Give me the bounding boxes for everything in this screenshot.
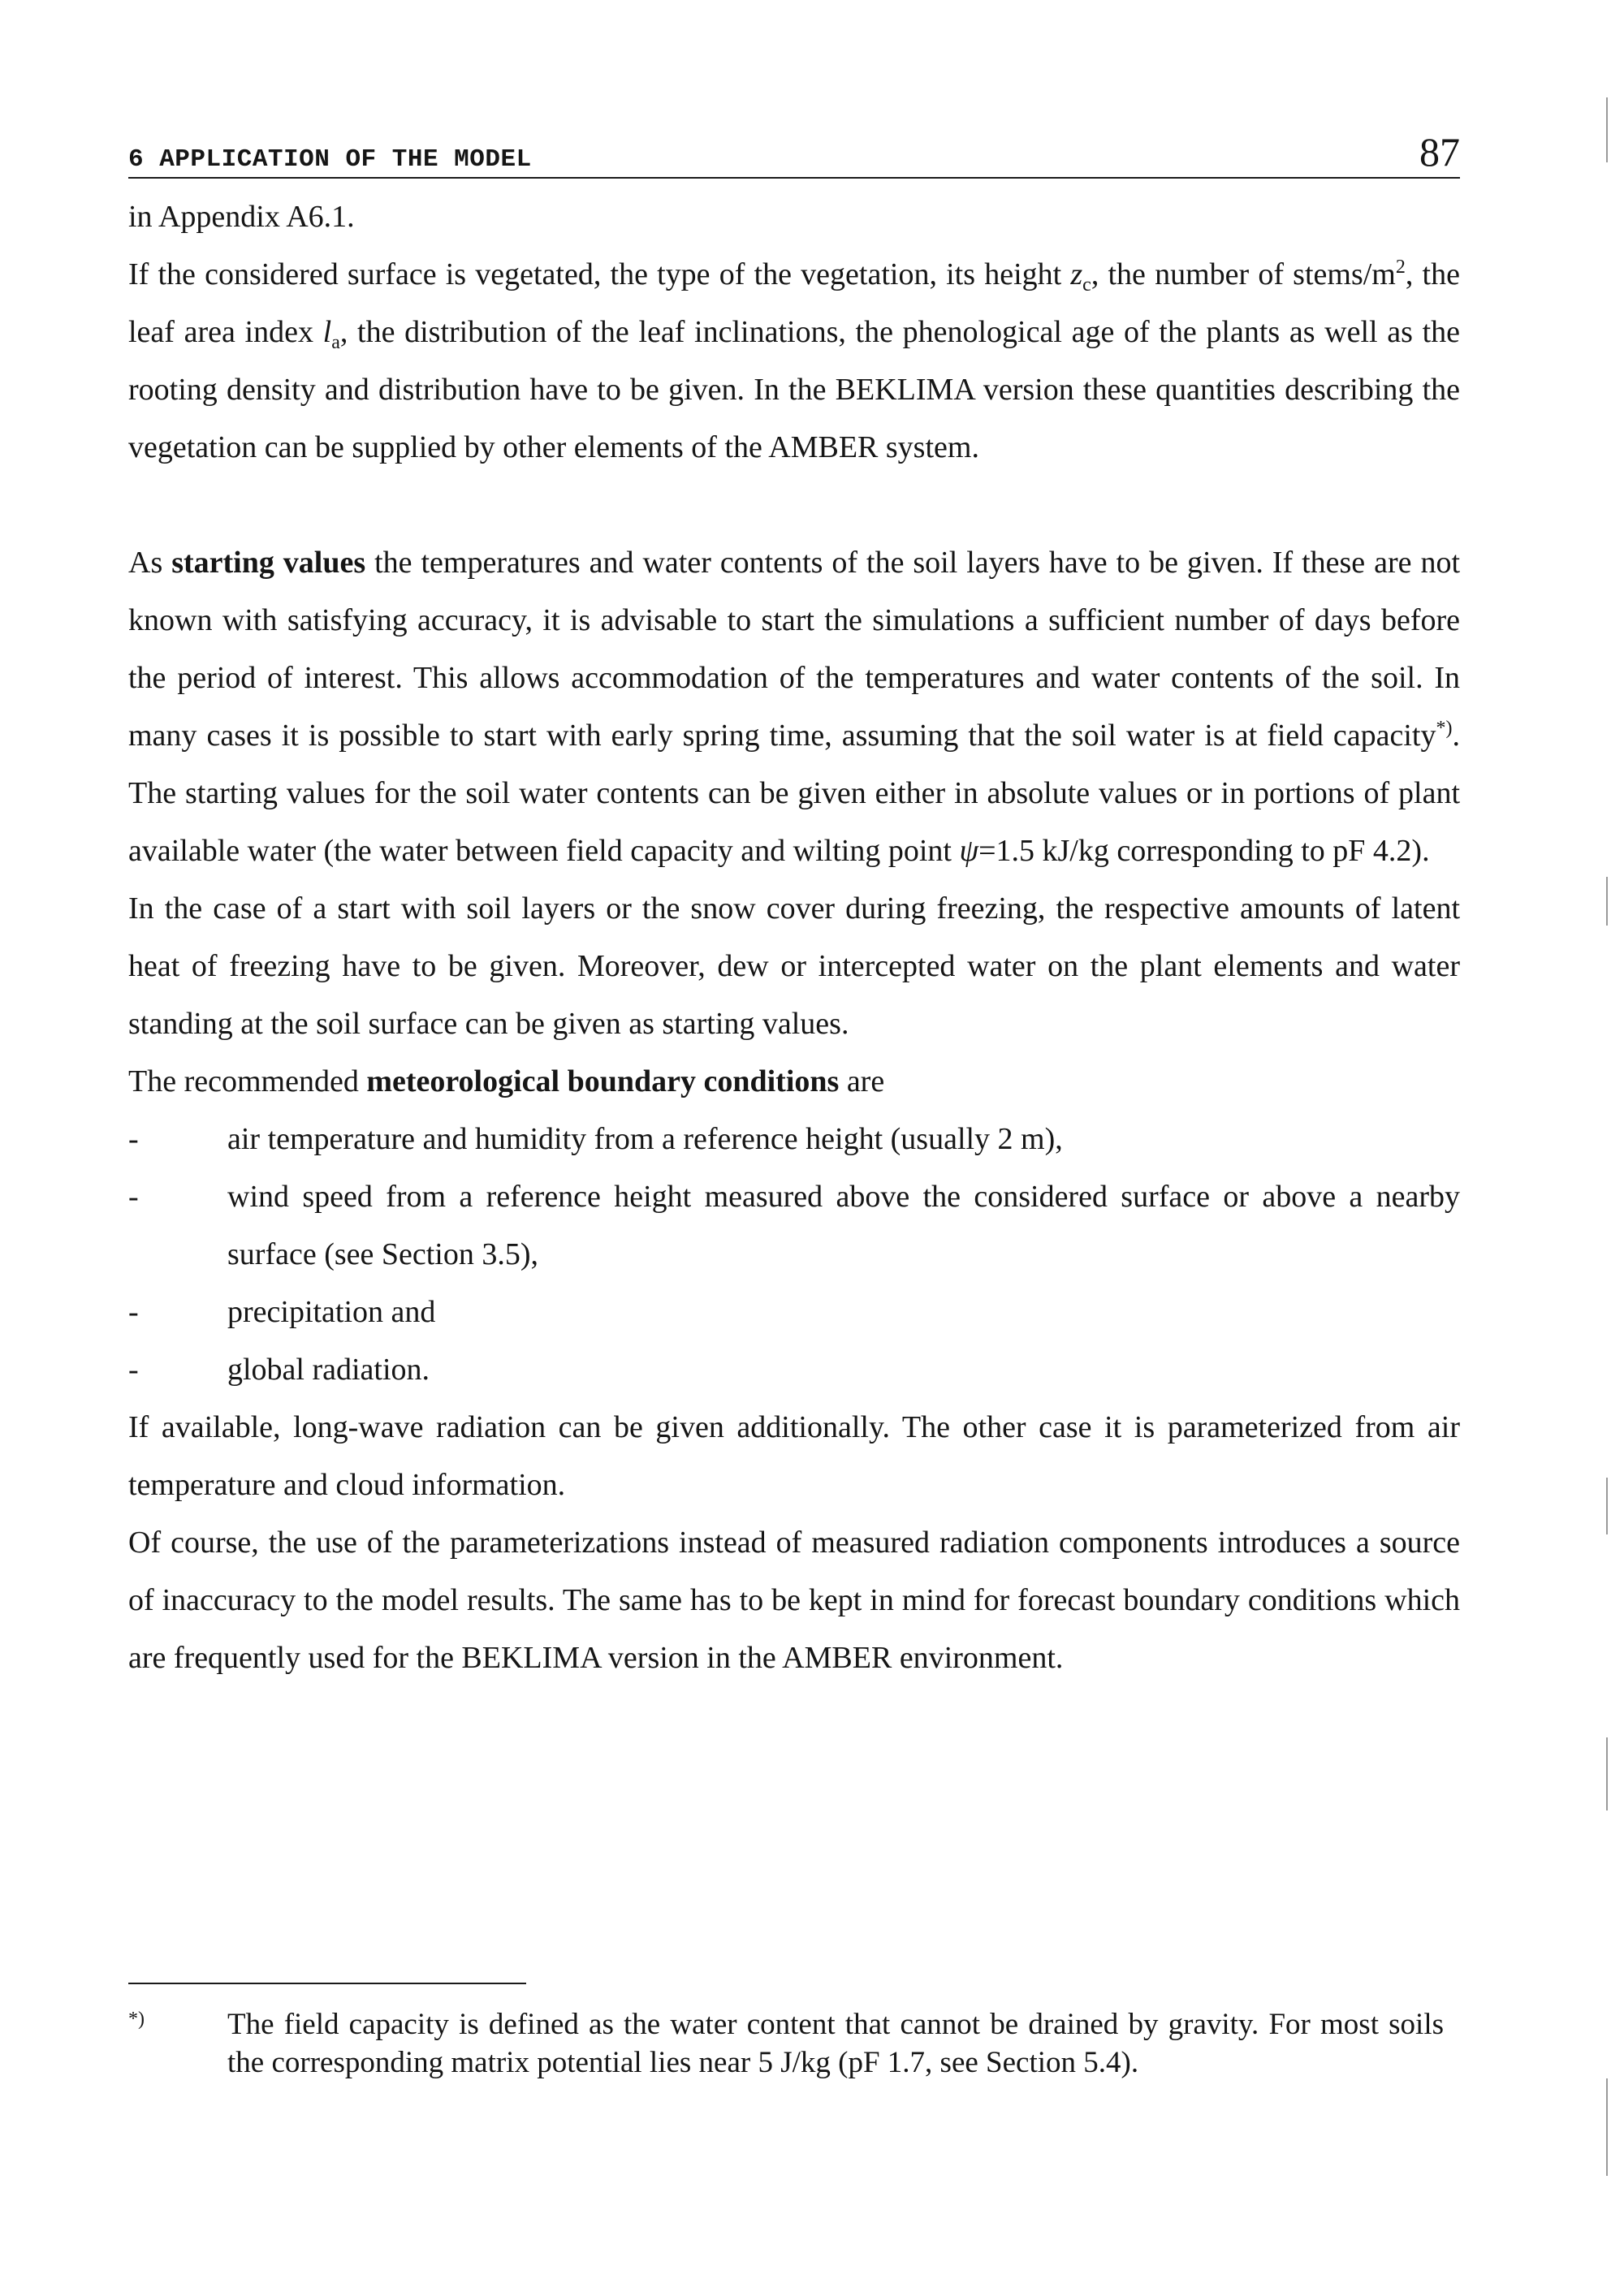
scan-edge-mark	[1606, 97, 1608, 162]
scan-edge-mark	[1606, 2078, 1608, 2176]
list-dash: -	[128, 1122, 139, 1156]
body-text	[128, 188, 1460, 1687]
paragraph-boundary-intro: The recommended meteorological boundary conditions are	[128, 1064, 885, 1098]
boundary-conditions-list	[128, 1111, 1460, 1399]
footnote-reference: *)	[1436, 718, 1453, 739]
page-header	[128, 122, 1460, 179]
paragraph-parameterizations: Of course, the use of the parameterizations instead of measured radiation components introduces a source of inaccuracy to the model results. The same has to be kept in mind for forecast boundary conditions which are frequently used for the BEKLIMA version in the AMBER environment.	[128, 1526, 1460, 1675]
page-number: 87	[1419, 129, 1460, 175]
list-item: - global radiation.	[128, 1341, 1460, 1399]
list-dash: -	[128, 1180, 139, 1214]
paragraph-vegetation: If the considered surface is vegetated, the type of the vegetation, its height $z_c$, the number of stems/$m^2$, the leaf area index $l_a$, the distribution of the leaf inclinations, the phenological age of the plants as well as the rooting density and distribution have to be given. In the BEKLIMA version these quantities describing the vegetation can be supplied by other elements of the AMBER system.	[128, 257, 1460, 464]
list-item: - wind speed from a reference height measured above the considered surface or above a nearby surface (see Section 3.5),	[128, 1168, 1460, 1284]
footnote-divider	[128, 1983, 526, 1984]
list-dash: -	[128, 1353, 139, 1387]
footnote-text: The field capacity is defined as the water content that cannot be drained by gravity. For most soils the corresponding matrix potential lies near 5 J/kg (pF 1.7, see Section 5.4).	[227, 2008, 1444, 2079]
scan-edge-mark	[1606, 1478, 1608, 1534]
footnote	[128, 2005, 1444, 2082]
list-dash: -	[128, 1295, 139, 1329]
scan-edge-mark	[1606, 1737, 1608, 1810]
paragraph-starting-values: As starting values the temperatures and water contents of the soil layers have to be given. If these are not known with satisfying accuracy, it is advisable to start the simulations a sufficient number of days before the period of interest. This allows accommodation of the temperatures and water contents of the soil. In many cases it is possible to start with early spring time, assuming that the soil water is at field capacity*). The starting values for the soil water contents can be given either in absolute values or in portions of plant available water (the water between field capacity and wilting point ψ=1.5 kJ/kg corresponding to pF 4.2).	[128, 546, 1461, 868]
paragraph-long-wave: If available, long-wave radiation can be given additionally. The other case it is parameterized from air temperature and cloud information.	[128, 1410, 1460, 1502]
page	[128, 122, 1460, 1687]
running-title: 6 APPLICATION OF THE MODEL	[128, 145, 532, 174]
paragraph-freezing: In the case of a start with soil layers or the snow cover during freezing, the respective amounts of latent heat of freezing have to be given. Moreover, dew or intercepted water on the plant elements and water standing at the soil surface can be given as starting values.	[128, 891, 1460, 1041]
paragraph-appendix-ref: in Appendix A6.1.	[128, 200, 355, 234]
list-item: - air temperature and humidity from a reference height (usually 2 m),	[128, 1111, 1460, 1168]
scan-edge-mark	[1606, 877, 1608, 926]
list-item: - precipitation and	[128, 1284, 1460, 1341]
term-starting-values: starting values	[171, 546, 366, 580]
footnote-mark: *)	[128, 2009, 145, 2030]
term-boundary-conditions: meteorological boundary conditions	[366, 1064, 840, 1098]
